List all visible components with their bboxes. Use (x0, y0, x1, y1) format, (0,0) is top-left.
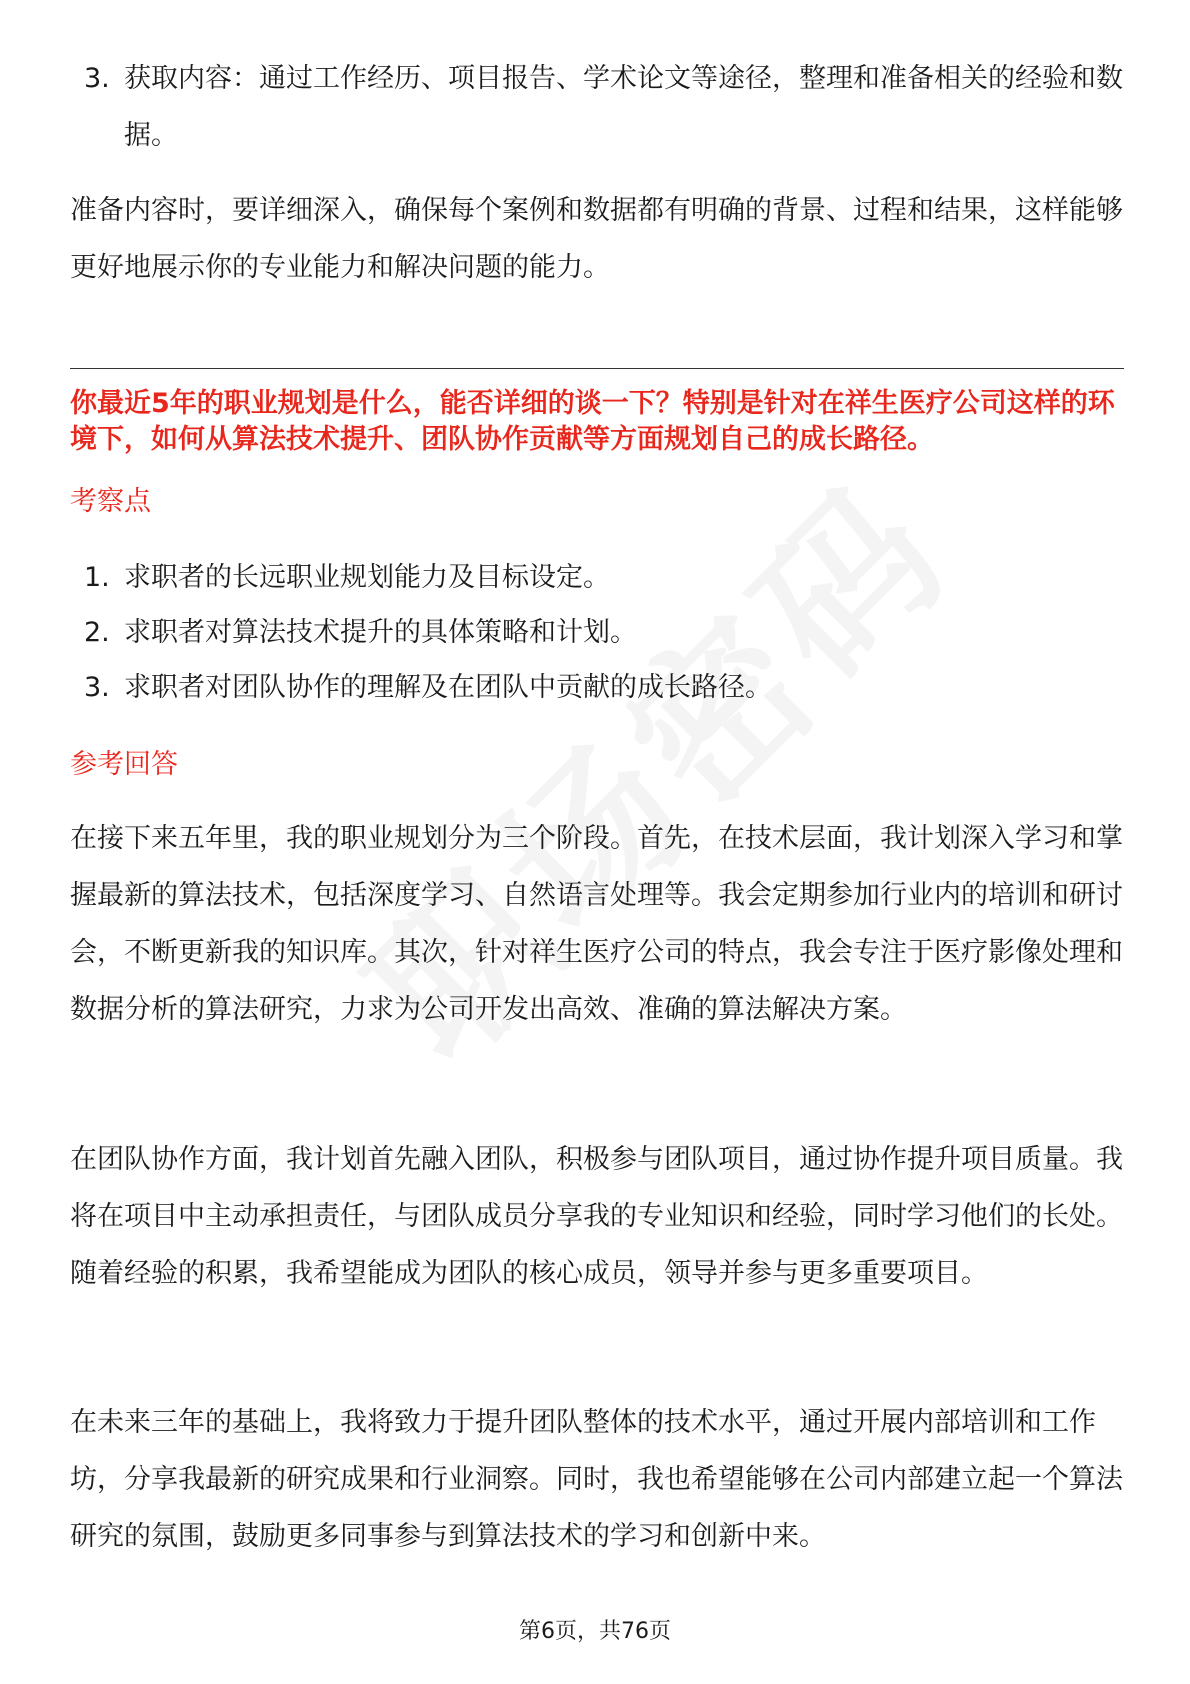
list-text: 求职者对团队协作的理解及在团队中贡献的成长路径。 (124, 672, 772, 703)
list-item (84, 659, 1124, 716)
list-number: 3. (84, 63, 110, 94)
answer-heading: 参考回答 (70, 749, 178, 780)
answer-paragraph: 在未来三年的基础上，我将致力于提升团队整体的技术水平，通过开展内部培训和工作坊，分享我最新的研究成果和行业洞察。同时，我也希望能够在公司内部建立起一个算法研究的氛围，鼓励更多同事参与到算法技术的学习和创新中来。 (70, 1407, 1123, 1552)
examination-heading: 考察点 (70, 486, 151, 517)
list-text: 求职者对算法技术提升的具体策略和计划。 (124, 617, 637, 648)
question-text: 你最近5年的职业规划是什么，能否详细的谈一下？特别是针对在祥生医疗公司这样的环境下，如何从算法技术提升、团队协作贡献等方面规划自己的成长路径。 (70, 388, 1115, 455)
list-text: 获取内容：通过工作经历、项目报告、学术论文等途径，整理和准备相关的经验和数据。 (124, 63, 1123, 151)
list-number: 3. (84, 672, 110, 703)
answer-paragraph: 在接下来五年里，我的职业规划分为三个阶段。首先，在技术层面，我计划深入学习和掌握最新的算法技术，包括深度学习、自然语言处理等。我会定期参加行业内的培训和研讨会，不断更新我的知识库。其次，针对祥生医疗公司的特点，我会专注于医疗影像处理和数据分析的算法研究，力求为公司开发出高效、准确的算法解决方案。 (70, 823, 1123, 1025)
list-item (84, 549, 1124, 606)
page-footer: 第6页，共76页 (519, 1619, 671, 1644)
list-item (84, 604, 1124, 661)
list-item (84, 50, 1124, 164)
list-number: 2. (84, 617, 110, 648)
list-text: 求职者的长远职业规划能力及目标设定。 (124, 562, 610, 593)
list-number: 1. (84, 562, 110, 593)
answer-paragraph: 在团队协作方面，我计划首先融入团队，积极参与团队项目，通过协作提升项目质量。我将在项目中主动承担责任，与团队成员分享我的专业知识和经验，同时学习他们的长处。随着经验的积累，我希望能成为团队的核心成员，领导并参与更多重要项目。 (70, 1144, 1123, 1289)
intro-paragraph: 准备内容时，要详细深入，确保每个案例和数据都有明确的背景、过程和结果，这样能够更好地展示你的专业能力和解决问题的能力。 (70, 195, 1123, 283)
divider (70, 368, 1124, 369)
